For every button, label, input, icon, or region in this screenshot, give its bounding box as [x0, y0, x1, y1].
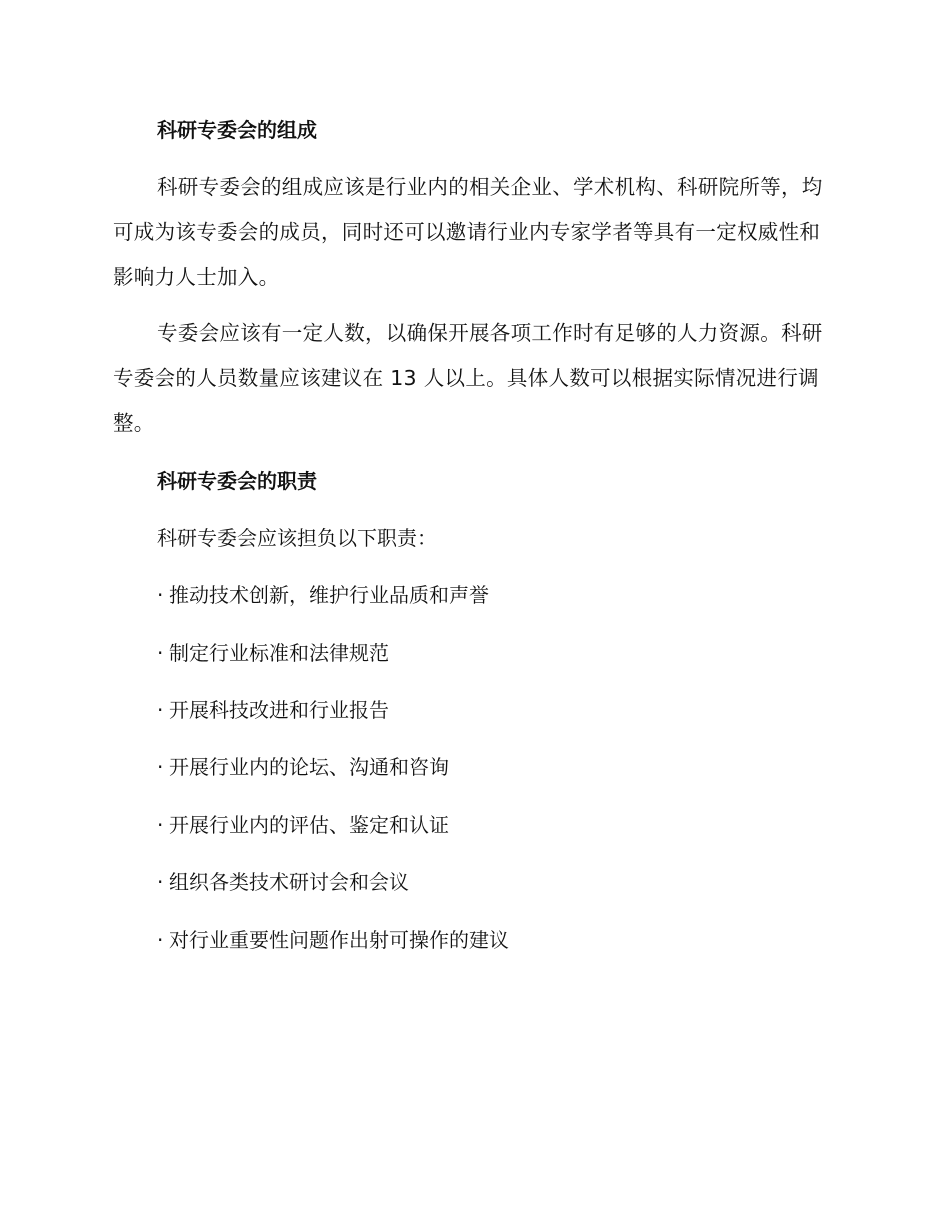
- list-item-text: 开展科技改进和行业报告: [169, 698, 389, 722]
- list-item: [157, 811, 449, 839]
- section-heading-duties: 科研专委会的职责: [157, 469, 317, 493]
- bullet-marker: ·: [157, 641, 164, 665]
- list-item-text: 开展行业内的评估、鉴定和认证: [169, 813, 449, 837]
- list-item: [157, 639, 389, 667]
- bullet-marker: ·: [157, 698, 164, 722]
- bullet-marker: ·: [157, 583, 164, 607]
- list-item: [157, 696, 389, 724]
- bullet-marker: ·: [157, 755, 164, 779]
- list-item-text: 推动技术创新，维护行业品质和声誉: [169, 583, 489, 607]
- paragraph-composition-members: 科研专委会的组成应该是行业内的相关企业、学术机构、科研院所等，均可成为该专委会的成员，同时还可以邀请行业内专家学者等具有一定权威性和影响力人士加入。: [113, 175, 823, 289]
- list-item-text: 对行业重要性问题作出射可操作的建议: [169, 928, 509, 952]
- paragraph-composition-size: 专委会应该有一定人数，以确保开展各项工作时有足够的人力资源。科研专委会的人员数量应该建议在 13 人以上。具体人数可以根据实际情况进行调整。: [113, 321, 823, 435]
- bullet-marker: ·: [157, 870, 164, 894]
- duties-intro: 科研专委会应该担负以下职责：: [157, 526, 437, 550]
- list-item: [157, 926, 509, 954]
- list-item-text: 开展行业内的论坛、沟通和咨询: [169, 755, 449, 779]
- section-heading-composition: 科研专委会的组成: [157, 118, 317, 142]
- list-item: [157, 581, 489, 609]
- bullet-marker: ·: [157, 928, 164, 952]
- list-item: [157, 868, 409, 896]
- list-item: [157, 753, 449, 781]
- bullet-marker: ·: [157, 813, 164, 837]
- list-item-text: 组织各类技术研讨会和会议: [169, 870, 409, 894]
- list-item-text: 制定行业标准和法律规范: [169, 641, 389, 665]
